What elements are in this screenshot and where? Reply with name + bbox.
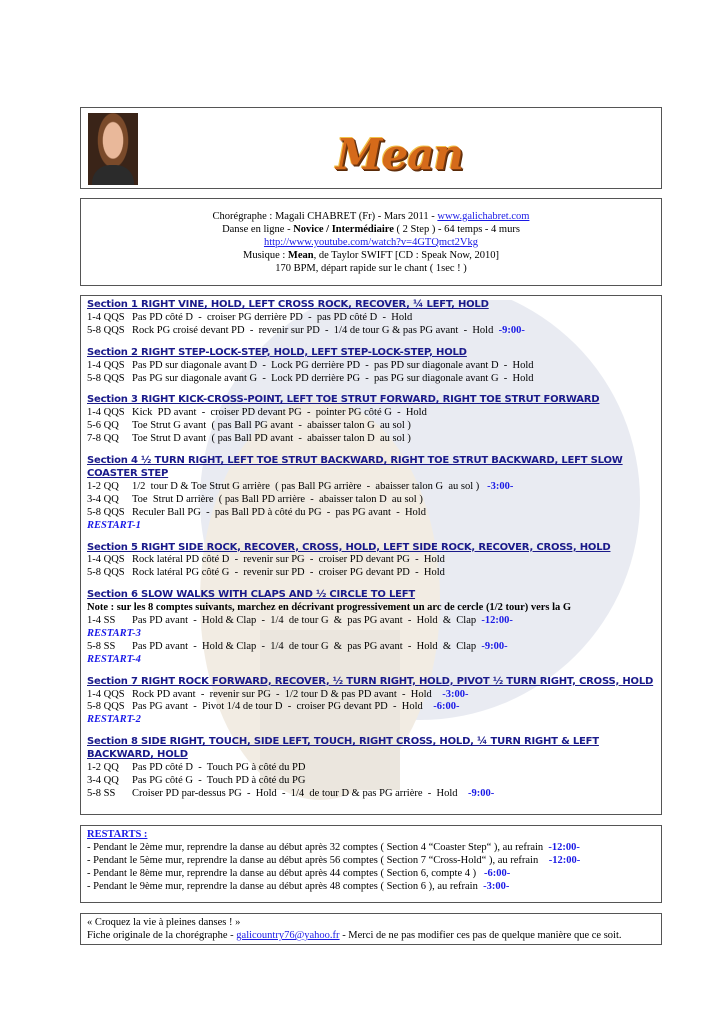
wall-direction: -3:00- [487, 480, 514, 492]
step-count: 5-8 QQS [87, 701, 125, 713]
steps-box [80, 295, 662, 815]
section-title: Section 5 RIGHT SIDE ROCK, RECOVER, CROSS, HOLD, LEFT SIDE ROCK, RECOVER, CROSS, HOLD [87, 541, 611, 553]
choreographer-line: Chorégraphe : Magali CHABRET (Fr) - Mars 2011 - www.galichabret.com [212, 211, 530, 222]
step-count: 1-4 SS [87, 615, 116, 627]
step-row [87, 373, 661, 386]
wall-direction: -6:00- [433, 701, 460, 713]
step-text: Pas PD avant - Hold & Clap - 1/4 de tour G & pas PG avant - Hold & Clap [132, 615, 482, 627]
step-row [87, 567, 661, 580]
restarts-box [80, 825, 662, 903]
choreographer-photo [88, 113, 138, 185]
step-count: 3-4 QQ [87, 493, 119, 505]
wall-direction: -12:00- [548, 854, 581, 866]
step-count: 5-6 QQ [87, 420, 119, 432]
section-title: Section 4 ½ TURN RIGHT, LEFT TOE STRUT BACKWARD, RIGHT TOE STRUT BACKWARD, LEFT SLOW COASTER STEP [87, 455, 623, 479]
wall-direction: -12:00- [481, 615, 513, 627]
step-text: Pas PG côté G - Touch PD à côté du PG [132, 775, 306, 786]
step-count: 5-8 SS [87, 640, 116, 652]
header-box [80, 107, 662, 189]
step-row [87, 360, 661, 373]
wall-direction: -9:00- [481, 640, 508, 652]
restart-text: - Pendant le 9ème mur, reprendre la danse au début après 48 comptes ( Section 6 ), au refrain [87, 880, 484, 892]
step-row [87, 554, 661, 567]
bpm-line: 170 BPM, départ rapide sur le chant ( 1sec ! ) [275, 263, 467, 274]
step-text: Rock latéral PG côté G - revenir sur PD - croiser PG devant PD - Hold [132, 567, 445, 579]
wall-direction: -9:00- [468, 787, 495, 799]
music-line: Musique : Mean, de Taylor SWIFT [CD : Speak Now, 2010] [242, 250, 500, 261]
step-text: Pas PD avant - Hold & Clap - 1/4 de tour G & pas PG avant - Hold & Clap [132, 640, 482, 652]
step-text: Pas PG avant - Pivot 1/4 de tour D - croiser PG devant PD - Hold [132, 701, 434, 713]
step-row [87, 775, 661, 788]
step-text: Pas PD côté D - croiser PG derrière PD - pas PD côté D - Hold [132, 311, 413, 323]
step-row [87, 701, 661, 714]
step-text: Toe Strut D avant ( pas Ball PD avant - abaisser talon D au sol ) [132, 433, 411, 445]
step-row [87, 420, 661, 433]
step-row [87, 507, 661, 520]
step-count: 5-8 QQS [87, 372, 125, 384]
step-text: Reculer Ball PG - pas Ball PD à côté du PG - pas PG avant - Hold [132, 506, 426, 518]
footer-quote: « Croquez la vie à pleines danses ! » [87, 917, 241, 928]
restarts-heading: RESTARTS : [87, 829, 148, 840]
email-link[interactable]: galicountry76@yahoo.fr [236, 929, 340, 941]
step-text: Toe Strut G avant ( pas Ball PG avant - abaisser talon G au sol ) [132, 420, 411, 432]
step-text: 1/2 tour D & Toe Strut G arrière ( pas Ball PG arrière - abaisser talon G au sol ) [132, 480, 488, 492]
dance-type-line: Danse en ligne - Novice / Intermédiaire ( 2 Step ) - 64 temps - 4 murs [222, 224, 520, 235]
step-row [87, 762, 661, 775]
step-text: Croiser PD par-dessus PG - Hold - 1/4 de tour D & pas PG arrière - Hold [132, 787, 469, 799]
restart-text: - Pendant le 8ème mur, reprendre la danse au début après 44 comptes ( Section 6, compte 4 ) [87, 867, 484, 879]
step-text: Toe Strut D arrière ( pas Ball PD arrière - abaisser talon D au sol ) [132, 493, 423, 505]
video-link[interactable]: http://www.youtube.com/watch?v=4GTQmct2Vkg [263, 237, 479, 248]
step-row [87, 433, 661, 446]
restart-marker: RESTART-3 [87, 627, 141, 639]
restart-item [87, 881, 661, 894]
step-count: 3-4 QQ [87, 775, 119, 786]
restart-text: - Pendant le 2ème mur, reprendre la danse au début après 32 comptes ( Section 4 “Coaster Step“ ), au refrain [87, 841, 549, 853]
step-text: Kick PD avant - croiser PD devant PG - pointer PG côté G - Hold [132, 407, 427, 419]
restart-item [87, 855, 661, 868]
wall-direction: -9:00- [498, 324, 525, 336]
wall-direction: -3:00- [442, 688, 469, 700]
step-text: Pas PD sur diagonale avant D - Lock PG derrière PD - pas PD sur diagonale avant D - Hold [132, 359, 534, 371]
footer-line: Fiche originale de la chorégraphe - galicountry76@yahoo.fr - Merci de ne pas modifier ces pas de quelque manière que ce soit. [87, 929, 622, 941]
step-text: Rock PD avant - revenir sur PG - 1/2 tour D & pas PD avant - Hold [132, 688, 443, 700]
step-row [87, 788, 661, 801]
restart-text: - Pendant le 5ème mur, reprendre la danse au début après 56 comptes ( Section 7 “Cross-Hold“ ), au refrain [87, 854, 549, 866]
section-title: Section 3 RIGHT KICK-CROSS-POINT, LEFT TOE STRUT FORWARD, RIGHT TOE STRUT FORWARD [87, 394, 600, 406]
step-count: 7-8 QQ [87, 433, 119, 445]
section-title: Section 7 RIGHT ROCK FORWARD, RECOVER, ½ TURN RIGHT, HOLD, PIVOT ½ TURN RIGHT, CROSS, HOLD [87, 675, 654, 687]
step-row [87, 641, 661, 654]
section-note: Note : sur les 8 comptes suivants, marchez en décrivant progressivement un arc de cercle (1/2 tour) vers la G [87, 602, 572, 614]
section-title: Section 6 SLOW WALKS WITH CLAPS AND ½ CIRCLE TO LEFT [87, 589, 416, 601]
step-count: 5-8 QQS [87, 506, 125, 518]
restart-item [87, 868, 661, 881]
site-link[interactable]: www.galichabret.com [437, 211, 530, 222]
restart-marker: RESTART-2 [87, 714, 141, 726]
restart-marker: RESTART-4 [87, 653, 141, 665]
step-count: 1-4 QQS [87, 359, 125, 371]
wall-direction: -3:00- [483, 880, 510, 892]
wall-direction: -12:00- [548, 841, 580, 853]
step-count: 1-2 QQ [87, 762, 119, 774]
dance-title: Mean [336, 130, 463, 179]
step-row [87, 325, 661, 338]
section-title: Section 2 RIGHT STEP-LOCK-STEP, HOLD, LEFT STEP-LOCK-STEP, HOLD [87, 346, 467, 358]
step-row [87, 312, 661, 325]
step-row [87, 494, 661, 507]
step-text: Rock latéral PD côté D - revenir sur PG - croiser PD devant PG - Hold [132, 554, 445, 566]
step-row [87, 407, 661, 420]
step-count: 1-4 QQS [87, 554, 125, 566]
restart-marker: RESTART-1 [87, 519, 141, 531]
step-count: 1-4 QQS [87, 407, 125, 419]
section-title: Section 8 SIDE RIGHT, TOUCH, SIDE LEFT, TOUCH, RIGHT CROSS, HOLD, ¼ TURN RIGHT & LEFT BACKWARD, HOLD [87, 736, 599, 761]
step-text: Pas PG sur diagonale avant G - Lock PD derrière PG - pas PG sur diagonale avant G - Hold [132, 372, 534, 384]
step-row [87, 689, 661, 702]
step-row [87, 615, 661, 628]
step-count: 1-2 QQ [87, 480, 119, 492]
step-count: 1-4 QQS [87, 688, 125, 700]
step-text: Rock PG croisé devant PD - revenir sur PD - 1/4 de tour G & pas PG avant - Hold [132, 324, 499, 336]
info-box [80, 198, 662, 286]
restart-item [87, 842, 661, 855]
footer-box [80, 913, 662, 945]
section-title: Section 1 RIGHT VINE, HOLD, LEFT CROSS ROCK, RECOVER, ¼ LEFT, HOLD [87, 299, 489, 310]
wall-direction: -6:00- [484, 867, 511, 879]
step-count: 5-8 QQS [87, 324, 125, 336]
step-text: Pas PD côté D - Touch PG à côté du PD [132, 762, 306, 774]
step-count: 1-4 QQS [87, 311, 125, 323]
step-count: 5-8 QQS [87, 567, 125, 579]
step-row [87, 481, 661, 494]
step-count: 5-8 SS [87, 787, 116, 799]
